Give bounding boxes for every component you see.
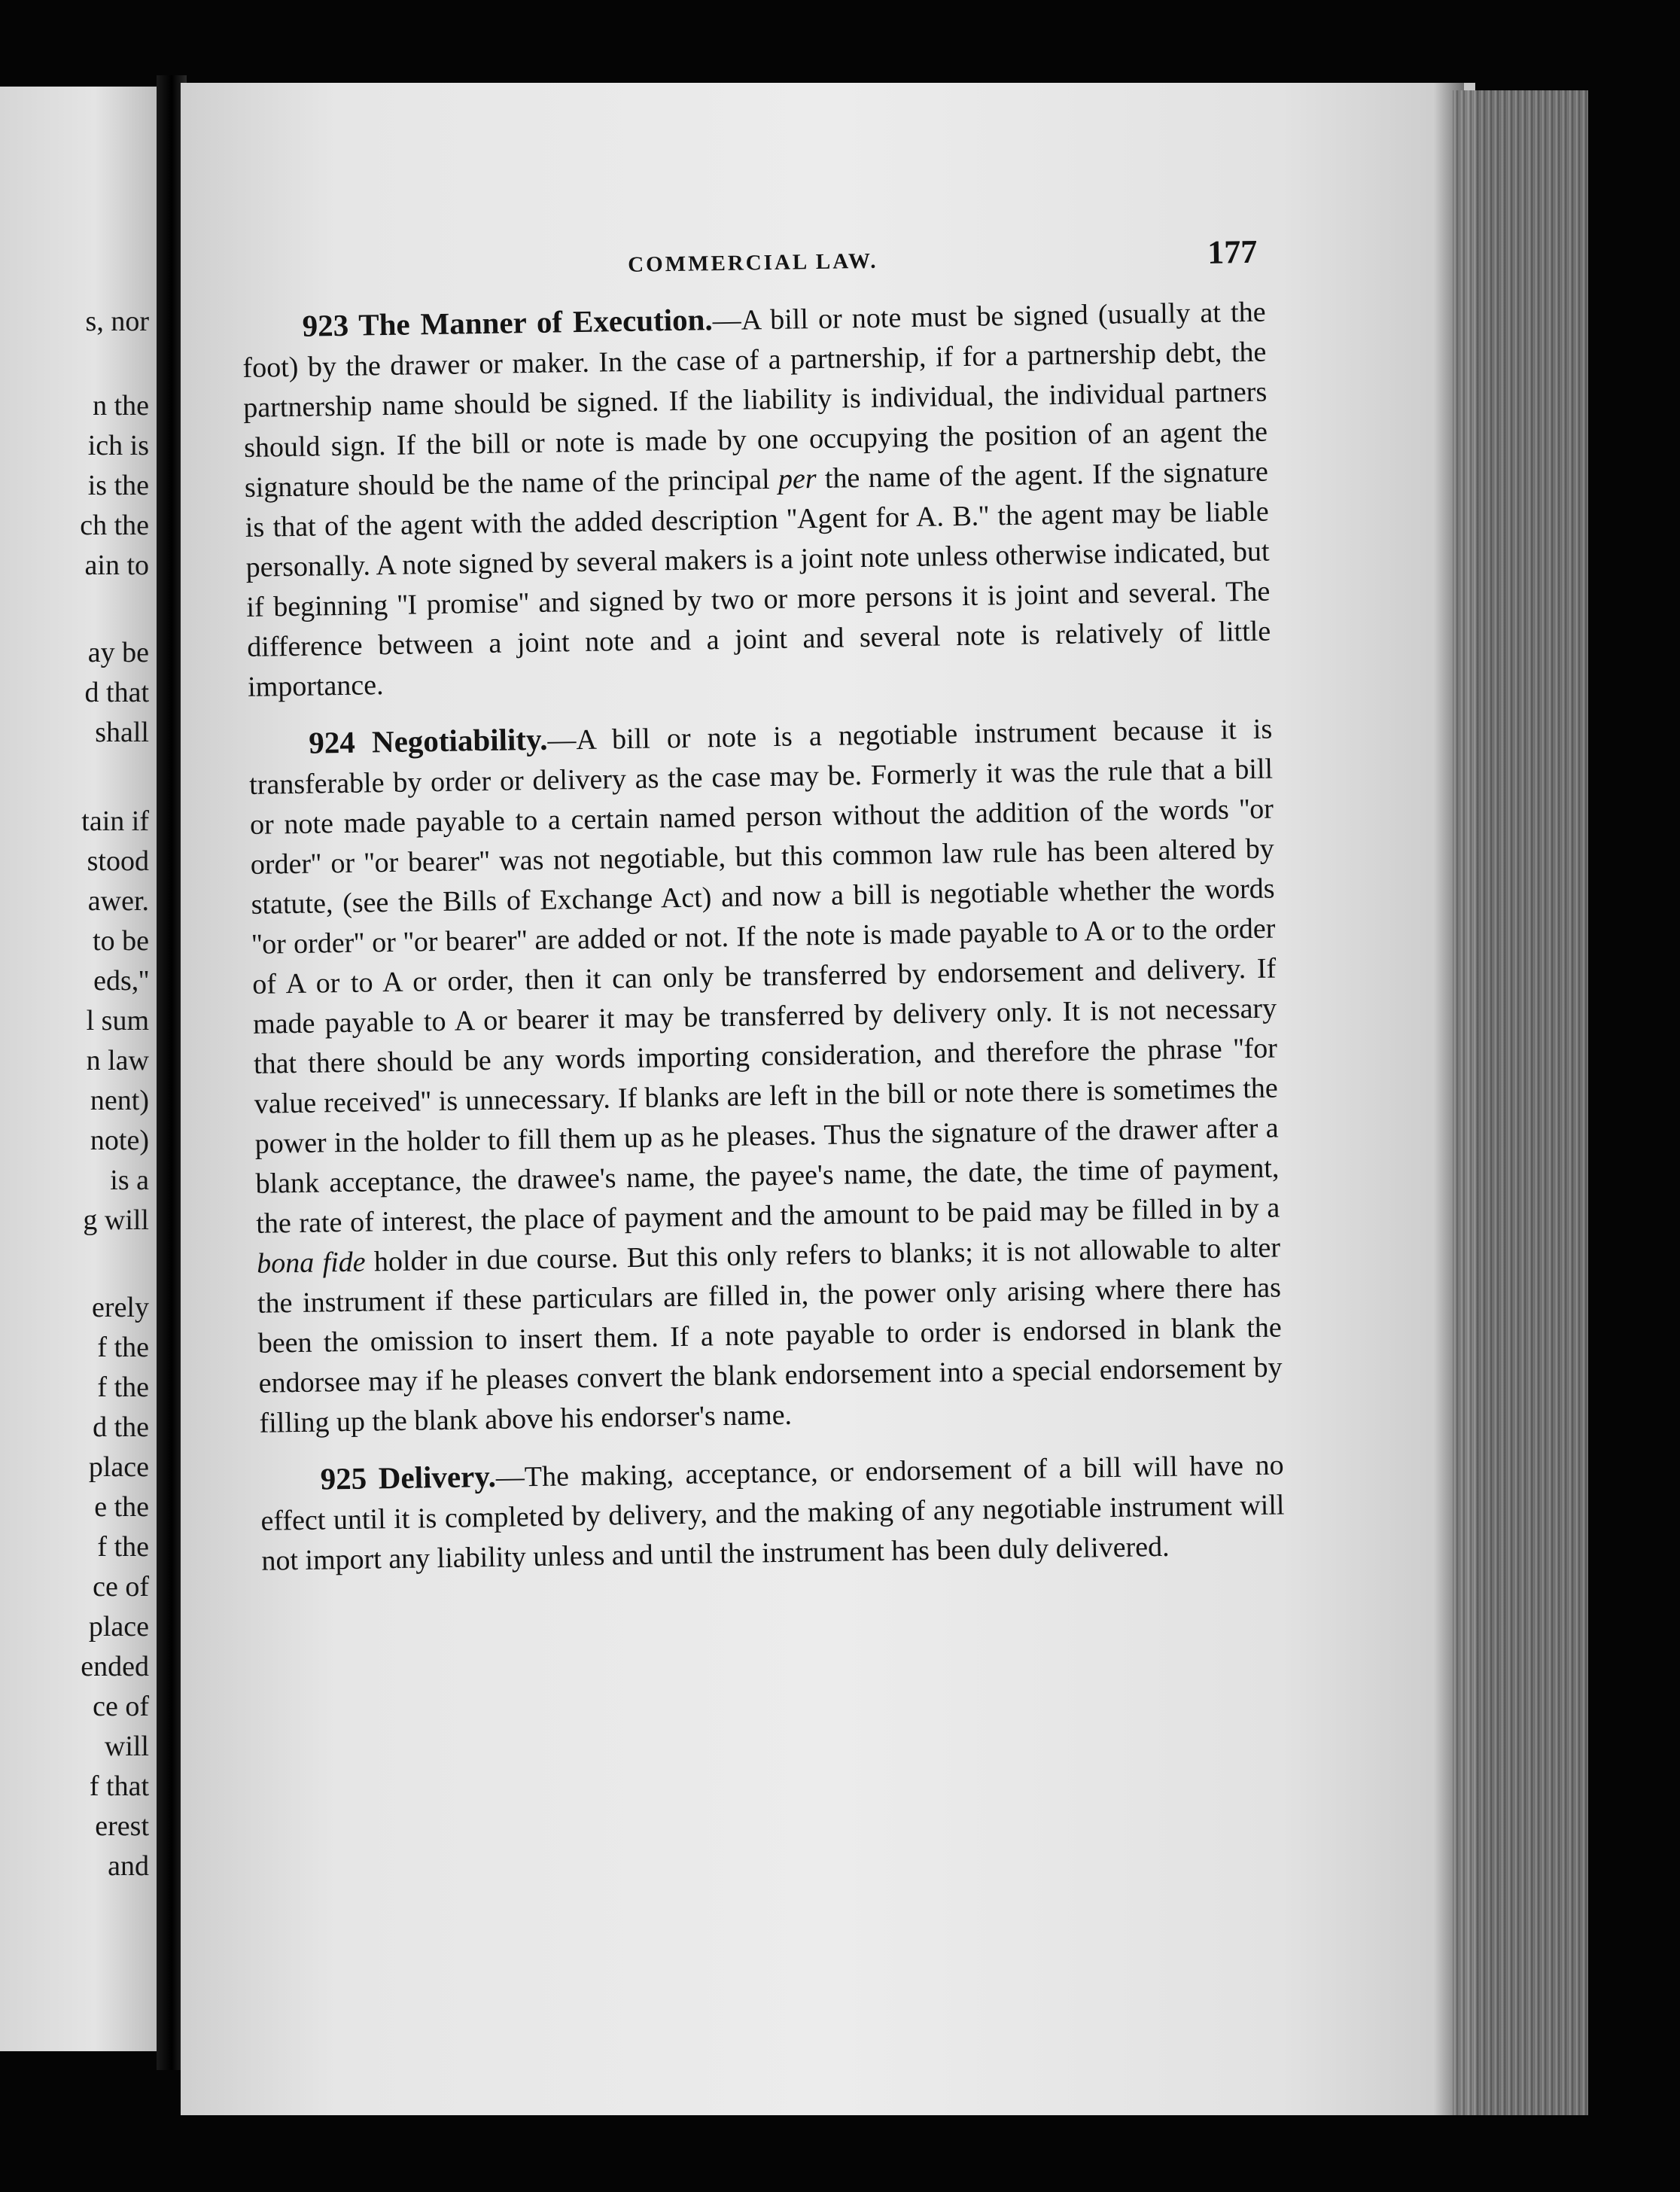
left-page-line: l sum — [86, 1005, 149, 1037]
section-text-continued: holder in due course. But this only refers to blanks; it is not allowable to alter the instrument if these particulars are filled in, the power only arising where there has been the omission to insert them. If a note payable to order is endorsed in blank the endorsee may if he pleases convert the blank endorsement into a special endorsement by filling up the blank above his endorser's name. — [257, 1231, 1283, 1439]
section-text: —The making, acceptance, or endorsement of a bill will have no effect until it is completed by delivery, and the making of any negotiable instrument will not import any liability unless and until the instrument has been duly delivered. — [260, 1449, 1285, 1577]
section-title: Negotiability. — [371, 721, 548, 760]
section-italic-text: per — [778, 463, 817, 495]
left-page-line: eds,'' — [93, 965, 149, 997]
section-number: 924 — [308, 724, 356, 760]
text-column — [241, 233, 1286, 1598]
section-923 — [242, 291, 1271, 708]
left-page-line: ch the — [80, 510, 149, 541]
left-page-line: shall — [95, 717, 149, 748]
left-page-line: awer. — [87, 885, 149, 917]
left-page-line: note) — [90, 1125, 149, 1156]
left-page-line: f that — [89, 1770, 149, 1802]
running-title: COMMERCIAL LAW. — [627, 248, 878, 277]
left-page-line: stood — [87, 845, 149, 877]
left-page-line: is a — [110, 1164, 149, 1196]
left-page-line: will — [104, 1731, 149, 1762]
left-page-line: n law — [86, 1045, 149, 1076]
left-page-line: erely — [92, 1292, 149, 1323]
left-page-line: ay be — [87, 637, 149, 668]
section-text: —A bill or note is a negotiable instrument because it is transferable by order or delivery as the case may be. Formerly it was the rule that a bill or note made payable to a certain named person without the addition of the words ''or order'' or ''or bearer'' was not negotiable, but this common law rule has been altered by statute, (see the Bills of Exchange Act) and now a bill is negotiable whether the words ''or order'' or ''or bearer'' are added or not. If the note is made payable to A or to the order of A or to A or order, then it can only be transferred by endorsement and delivery. If made payable to A or bearer it may be transferred by delivery only. It is not necessary that there should be any words importing consideration, and therefore the phrase ''for value received'' is unnecessary. If blanks are left in the bill or note there is sometimes the power in the holder to fill them up as he pleases. Thus the signature of the drawer after a blank acceptance, the drawee's name, the payee's name, the date, the time of payment, the rate of interest, the place of payment and the amount to be paid may be filled in by a — [248, 713, 1280, 1240]
left-page-line: g will — [83, 1204, 149, 1236]
left-page-line: d that — [84, 677, 149, 708]
left-page-line: ended — [81, 1651, 149, 1682]
section-text: —A bill or note must be signed (usually at the foot) by the drawer or maker. In the case of a partnership, if for a partnership debt, the partnership name should be signed. If the liability is individual, the individual partners should sign. If the bill or note is made by one occupying the position of an agent the signature should be the name of the principal — [242, 296, 1268, 504]
left-page-line: erest — [95, 1810, 149, 1842]
left-page-line: tain if — [81, 805, 149, 837]
section-title: Delivery. — [378, 1458, 497, 1496]
section-924 — [248, 708, 1283, 1444]
left-page-line: ich is — [87, 430, 149, 461]
left-page-line: e the — [94, 1491, 149, 1523]
left-page-line: is the — [87, 470, 149, 501]
section-925 — [260, 1444, 1285, 1581]
left-page-line: place — [88, 1451, 149, 1483]
section-number: 923 — [302, 307, 349, 343]
left-page-line: nent) — [90, 1085, 149, 1116]
section-paragraph — [242, 291, 1271, 708]
left-page-line: f the — [97, 1332, 149, 1363]
section-paragraph — [248, 708, 1283, 1444]
section-number: 925 — [320, 1460, 367, 1496]
left-page-line: ce of — [93, 1691, 149, 1722]
section-title: The Manner of Execution. — [358, 302, 713, 342]
section-italic-text: bona fide — [256, 1246, 366, 1280]
left-page-line: s, nor — [85, 306, 149, 337]
page-number: 177 — [1207, 233, 1258, 271]
left-page-line: and — [108, 1850, 149, 1882]
left-page-line: f the — [97, 1372, 149, 1403]
left-page-line: f the — [97, 1531, 149, 1563]
section-text-continued: the name of the agent. If the signature is that of the agent with the added description ''Agent for A. B.'' the agent may be liable personally. A note signed by several makers is a joint note unless otherwise indicated, but if beginning ''I promise'' and signed by two or more persons it is joint and several. The difference between a joint note and a joint and several note is relatively of little importance. — [245, 455, 1271, 703]
page-edges — [1453, 90, 1588, 2115]
left-page-line: ce of — [93, 1571, 149, 1603]
left-page-line: place — [88, 1611, 149, 1642]
section-paragraph — [260, 1444, 1285, 1581]
left-facing-page — [0, 87, 158, 2051]
left-page-line: ain to — [84, 550, 149, 581]
left-page-line: d the — [93, 1411, 149, 1443]
left-page-line: to be — [93, 925, 149, 957]
left-page-line: n the — [93, 390, 149, 422]
